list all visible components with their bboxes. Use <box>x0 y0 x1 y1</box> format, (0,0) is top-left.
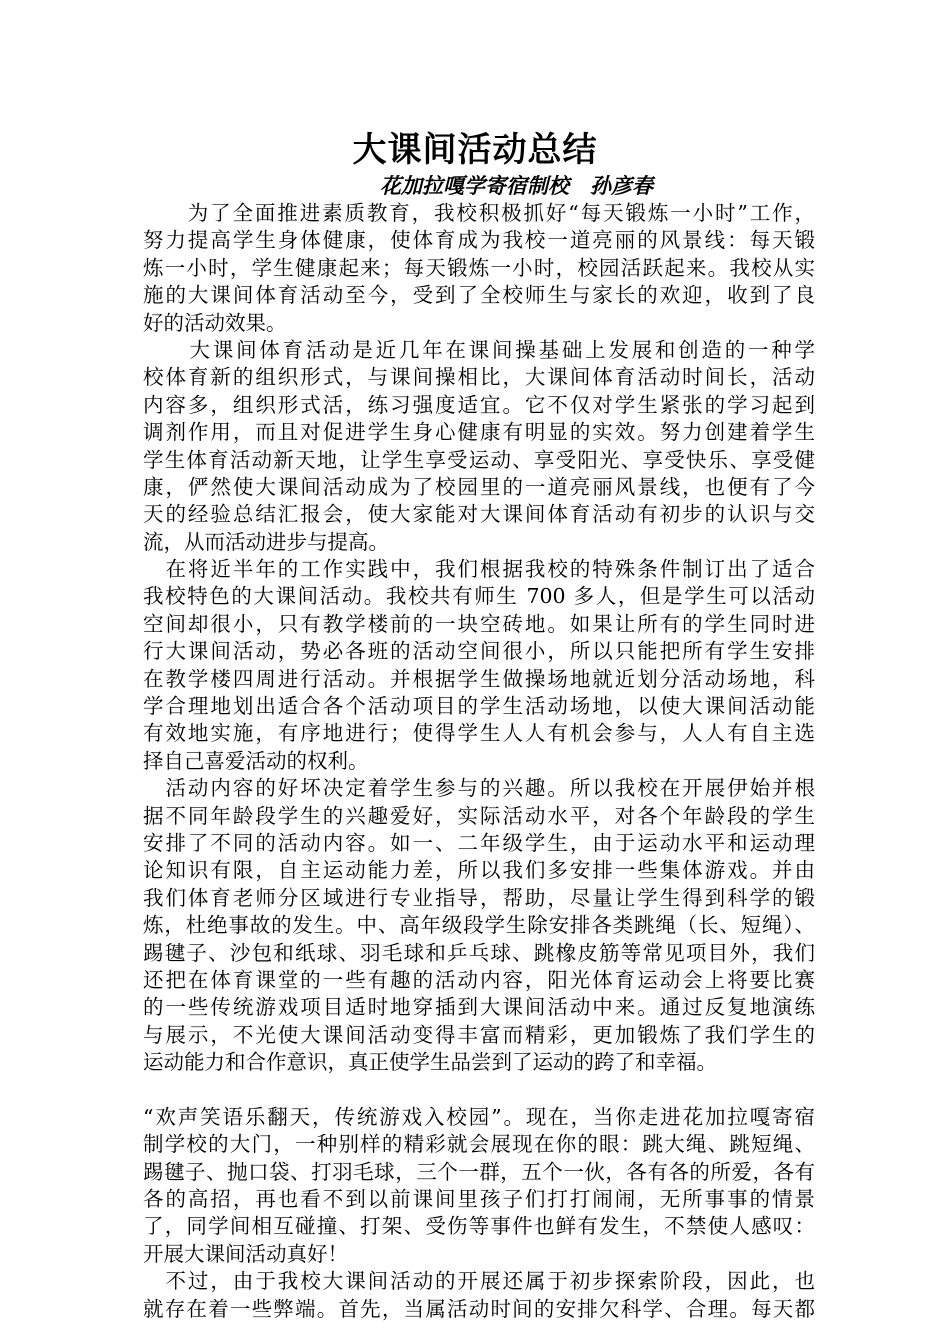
text-line: 与展示，不光使大课间活动变得丰富而精彩，更加锻炼了我们学生的 <box>143 1022 815 1047</box>
text-line: 行大课间活动，势必各班的活动空间很小，所以只能把所有学生安排 <box>143 639 815 664</box>
text-line: 还把在体育课堂的一些有趣的活动内容，阳光体育运动会上将要比赛 <box>143 967 815 992</box>
text-line: 施的大课间体育活动至今，受到了全校师生与家长的欢迎，收到了良 <box>143 283 815 308</box>
text-line: 了，同学间相互碰撞、打架、受伤等事件也鲜有发生，不禁使人感叹： <box>143 1214 815 1239</box>
paragraph-spacer <box>143 1077 815 1104</box>
text-line: 开展大课间活动真好！ <box>143 1241 348 1266</box>
text-line: 我校特色的大课间活动。我校共有师生 700 多人，但是学生可以活动 <box>143 584 815 609</box>
paragraph <box>143 556 815 775</box>
paragraph <box>143 1104 815 1268</box>
text-line: 空间却很小，只有教学楼前的一块空砖地。如果让所有的学生同时进 <box>143 611 815 636</box>
text-line: 活动内容的好坏决定着学生参与的兴趣。所以我校在开展伊始并根 <box>143 776 815 801</box>
text-line: 踢毽子、抛口袋、打羽毛球，三个一群，五个一伙，各有各的所爱，各有 <box>143 1159 815 1184</box>
text-line: 在教学楼四周进行活动。并根据学生做操场地就近划分活动场地，科 <box>143 666 815 691</box>
text-line: 努力提高学生身体健康，使体育成为我校一道亮丽的风景线：每天锻 <box>143 228 815 253</box>
paragraph <box>143 337 815 556</box>
text-line: 的一些传统游戏项目适时地穿插到大课间活动中来。通过反复地演练 <box>143 995 815 1020</box>
document-title: 大课间活动总结 <box>352 130 598 170</box>
paragraph <box>143 200 815 337</box>
text-line: 学合理地划出适合各个活动项目的学生活动场地，以使大课间活动能 <box>143 694 815 719</box>
text-line: 炼，杜绝事故的发生。中、高年级段学生除安排各类跳绳（长、短绳）、 <box>143 913 815 938</box>
text-line: 调剂作用，而且对促进学生身心健康有明显的实效。努力创建着学生 <box>143 420 815 445</box>
text-line: 各的高招，再也看不到以前课间里孩子们打打闹闹，无所事事的情景 <box>143 1187 815 1212</box>
text-line: 据不同年龄段学生的兴趣爱好，实际活动水平，对各个年龄段的学生 <box>143 803 815 828</box>
text-line: “欢声笑语乐翻天，传统游戏入校园”。现在，当你走进花加拉嘎寄宿 <box>143 1104 815 1129</box>
text-line: 炼一小时，学生健康起来；每天锻炼一小时，校园活跃起来。我校从实 <box>143 255 815 280</box>
text-line: 学生体育活动新天地，让学生享受运动、享受阳光、享受快乐、享受健 <box>143 447 815 472</box>
text-line: 踢毽子、沙包和纸球、羽毛球和乒乓球、跳橡皮筋等常见项目外，我们 <box>143 940 815 965</box>
text-line: 大课间体育活动是近几年在课间操基础上发展和创造的一种学 <box>143 337 815 362</box>
author-line: 花加拉嘎学寄宿制校 孙彦春 <box>380 173 653 198</box>
paragraph <box>143 1268 815 1323</box>
text-line: 制学校的大门，一种别样的精彩就会展现在你的眼：跳大绳、跳短绳、 <box>143 1132 815 1157</box>
text-line: 运动能力和合作意识，真正使学生品尝到了运动的跨了和幸福。 <box>143 1050 717 1075</box>
text-line: 有效地实施，有序地进行；使得学生人人有机会参与，人人有自主选 <box>143 721 815 746</box>
paragraph <box>143 775 815 1076</box>
text-line: 天的经验总结汇报会，使大家能对大课间体育活动有初步的认识与交 <box>143 502 815 527</box>
text-line: 内容多，组织形式活，练习强度适宜。它不仅对学生紧张的学习起到 <box>143 392 815 417</box>
text-line: 不过，由于我校大课间活动的开展还属于初步探索阶段，因此，也 <box>143 1269 815 1294</box>
text-line: 安排了不同的活动内容。如一、二年级学生，由于运动水平和运动理 <box>143 830 815 855</box>
text-line: 流，从而活动进步与提高。 <box>143 529 389 554</box>
text-line: 我们体育老师分区域进行专业指导，帮助，尽量让学生得到科学的锻 <box>143 885 815 910</box>
document-body <box>143 200 815 1323</box>
text-line: 为了全面推进素质教育，我校积极抓好“每天锻炼一小时”工作， <box>143 201 815 225</box>
text-line: 就存在着一些弊端。首先，当属活动时间的安排欠科学、合理。每天都 <box>143 1296 815 1321</box>
text-line: 论知识有限，自主运动能力差，所以我们多安排一些集体游戏。并由 <box>143 858 815 883</box>
text-line: 择自己喜爱活动的权利。 <box>143 748 369 773</box>
text-line: 康，俨然使大课间活动成为了校园里的一道亮丽风景线，也便有了今 <box>143 474 815 499</box>
text-line: 校体育新的组织形式，与课间操相比，大课间体育活动时间长，活动 <box>143 365 815 390</box>
text-line: 在将近半年的工作实践中，我们根据我校的特殊条件制订出了适合 <box>143 557 815 582</box>
text-line: 好的活动效果。 <box>143 310 287 335</box>
